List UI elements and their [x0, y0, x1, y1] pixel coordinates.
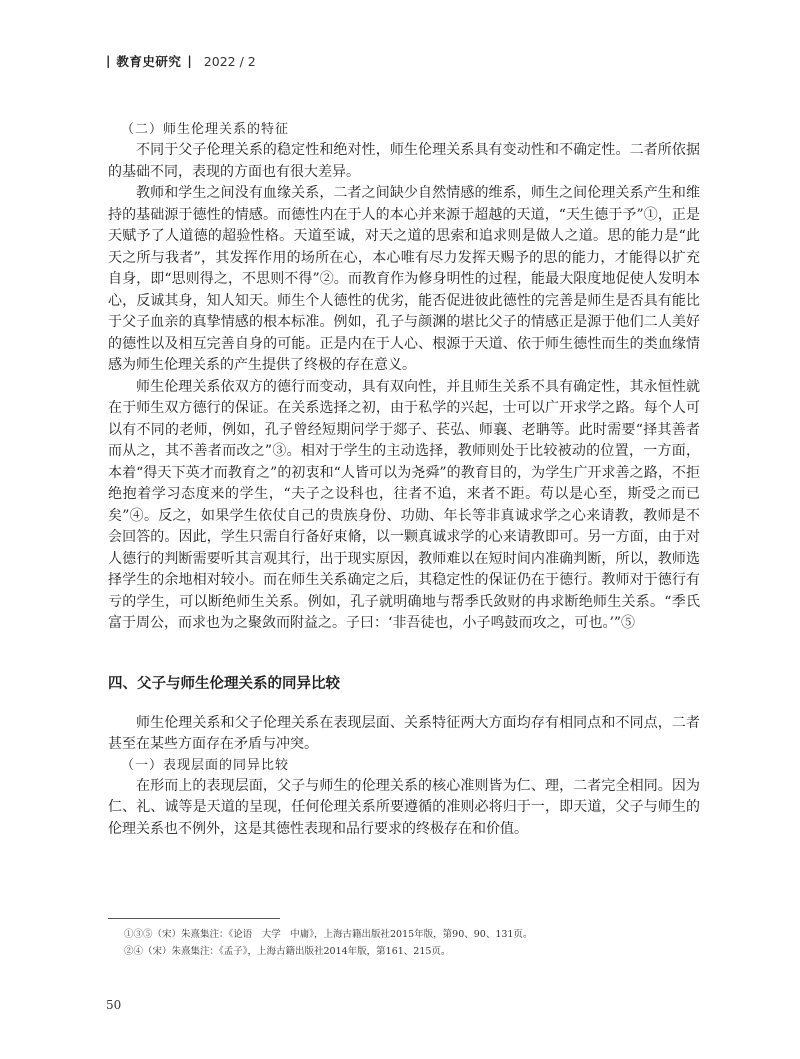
body-text: [108, 120, 700, 840]
paragraph: 不同于父子伦理关系的稳定性和绝对性，师生伦理关系具有变动性和不确定性。二者所依据的基础不同，表现的方面也有很大差异。: [108, 142, 700, 180]
subsection-heading: （二）师生伦理关系的特征: [121, 122, 290, 137]
footnote-rule: [108, 918, 280, 919]
footnote: ①③⑤（宋）朱熹集注：《论语 大学 中庸》，上海古籍出版社2015年版，第90、90、131页。: [124, 929, 533, 940]
paragraph: 在形而上的表现层面，父子与师生的伦理关系的核心准则皆为仁、理，二者完全相同。因为仁、礼、诚等是天道的呈现，任何伦理关系所要遵循的准则必将归于一，即天道，父子与师生的伦理关系也不例外，这是其德性表现和品行要求的终极存在和价值。: [108, 777, 700, 837]
running-header: [106, 52, 256, 70]
journal-title: 教育史研究: [116, 54, 182, 69]
section-heading: 四、父子与师生伦理关系的同异比较: [108, 675, 340, 692]
footnote: ②④（宋）朱熹集注：《孟子》，上海古籍出版社2014年版，第161、215页。: [124, 946, 451, 957]
paragraph: 教师和学生之间没有血缘关系，二者之间缺少自然情感的维系，师生之间伦理关系产生和维持的基础源于德性的情感。而德性内在于人的本心并来源于超越的天道，“天生德于予”①，正是天赋予了人道德的超验性格。天道至诚，对天之道的思索和追求则是做人之道。思的能力是“此天之所与我者”，其发挥作用的场所在心，本心唯有尽力发挥天赐予的思的能力，才能得以扩充自身，即“思则得之，不思则不得”②。而教育作为修身明性的过程，能最大限度地促使人发明本心，反诚其身，知人知天。师生个人德性的优劣，能否促进彼此德性的完善是师生是否具有能比于父子血亲的真挚情感的根本标准。例如，孔子与颜渊的堪比父子的情感正是源于他们二人美好的德性以及相互完善自身的可能。正是内在于人心、根源于天道、依于师生德性而生的类血缘情感为师生伦理关系的产生提供了终极的存在意义。: [108, 185, 700, 373]
page-number: 50: [106, 998, 122, 1012]
footnotes: [124, 926, 694, 960]
paragraph: 师生伦理关系依双方的德行而变动，具有双向性，并且师生关系不具有确定性，其永恒性就在于师生双方德行的保证。在关系选择之初，由于私学的兴起，士可以广开求学之路。每个人可以有不同的老师，例如，孔子曾经短期问学于郯子、苌弘、师襄、老聃等。此时需要“择其善者而从之，其不善者而改之”③。相对于学生的主动选择，教师则处于比较被动的位置，一方面，本着“得天下英才而教育之”的初衷和“人皆可以为尧舜”的教育目的，为学生广开求善之路，不拒绝抱着学习态度来的学生，“夫子之设科也，往者不追，来者不距。苟以是心至，斯受之而已矣”④。反之，如果学生依仗自己的贵族身份、功勋、年长等非真诚求学之心来请教，教师是不会回答的。因此，学生只需自行备好束脩，以一颗真诚求学的心来请教即可。另一方面，由于对人德行的判断需要听其言观其行，出于现实原因，教师难以在短时间内准确判断，所以，教师选择学生的余地相对较小。而在师生关系确定之后，其稳定性的保证仍在于德行。教师对于德行有亏的学生，可以断绝师生关系。例如，孔子就明确地与帮季氏敛财的冉求断绝师生关系。“季氏富于周公，而求也为之聚敛而附益之。子曰：‘非吾徒也，小子鸣鼓而攻之，可也。’”⑤: [108, 378, 700, 631]
subsection-heading: （一）表现层面的同异比较: [121, 757, 290, 773]
header-separator: |: [187, 54, 192, 68]
header-separator: |: [106, 54, 111, 68]
paragraph: 师生伦理关系和父子伦理关系在表现层面、关系特征两大方面均存有相同点和不同点，二者甚至在某些方面存在矛盾与冲突。: [108, 714, 700, 752]
issue-number: 2022 / 2: [203, 53, 256, 69]
